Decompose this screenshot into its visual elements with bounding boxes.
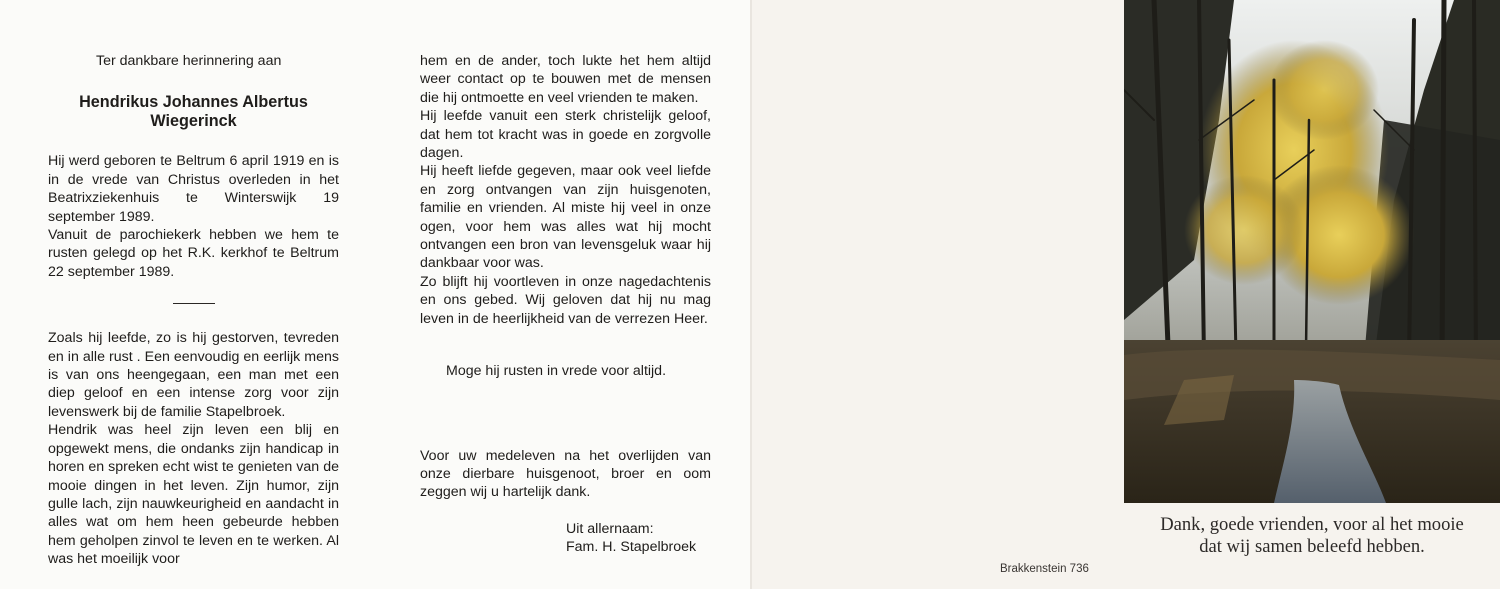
signature-line-1: Uit allernaam: — [566, 520, 654, 537]
burial-paragraph: Vanuit de parochiekerk hebben we hem te rusten gelegd op het R.K. kerkhof te Beltrum 22 september 1989. — [48, 227, 339, 280]
caption-line-1: Dank, goede vrienden, voor al het mooie — [1160, 514, 1464, 535]
photo-caption — [1124, 514, 1500, 558]
birth-death-paragraph: Hij werd geboren te Beltrum 6 april 1919 en is in de vrede van Christus overleden in het Beatrixziekenhuis te Winterswijk 19 september 1989. — [48, 153, 339, 225]
signature-line-2: Fam. H. Stapelbroek — [566, 539, 697, 556]
thanks-paragraph: Voor uw medeleven na het overlijden van onze dierbare huisgenoot, broer en oom zeggen wij u hartelijk dank. — [420, 447, 711, 501]
remembrance-paragraph: Zo blijft hij voortleven in onze nagedachtenis en ons gebed. Wij geloven dat hij nu mag leven in de heerlijkheid van de verrezen Heer. — [420, 273, 711, 327]
deceased-name — [48, 93, 339, 131]
prayer-line: Moge hij rusten in vrede voor altijd. — [446, 363, 667, 380]
intro-line: Ter dankbare herinnering aan — [96, 53, 282, 69]
life-paragraph-2-continued: hem en de ander, toch lukte het hem altijd weer contact op te bouwen met de mensen die hij ontmoette en veel vrienden te maken. — [420, 53, 711, 106]
deceased-name-line-1: Hendrikus Johannes Albertus — [79, 93, 308, 112]
forest-path-photo — [1124, 0, 1500, 503]
love-paragraph: Hij heeft liefde gegeven, maar ook veel liefde en zorg ontvangen van zijn huisgenoten, familie en vrienden. Al miste hij veel in onze ogen, voor hem was alles wat hij mocht ontvangen een bron van levensgeluk waar hij dankbaar voor was. — [420, 163, 711, 272]
faith-paragraph: Hij leefde vanuit een sterk christelijk geloof, dat hem tot kracht was in goede en zorgvolle dagen. — [420, 108, 711, 162]
publisher-mark: Brakkenstein 736 — [1000, 563, 1089, 575]
signature — [420, 520, 711, 557]
text-column-right — [420, 52, 711, 557]
divider-line — [173, 303, 215, 304]
text-column-left — [48, 52, 339, 569]
deceased-name-line-2: Wiegerinck — [150, 112, 237, 131]
caption-line-2: dat wij samen beleefd hebben. — [1199, 536, 1425, 557]
life-paragraph-1: Zoals hij leefde, zo is hij gestorven, tevreden en in alle rust . Een eenvoudig en eerlijk mens is van ons heengegaan, een man met een diep geloof en een intense zorg voor zijn levenswerk bij de familie Stapelbroek. — [48, 330, 339, 420]
life-paragraph-2: Hendrik was heel zijn leven een blij en opgewekt mens, die ondanks zijn handicap in horen en spreken echt wist te genieten van de mooie dingen in het leven. Zijn humor, zijn gulle lach, zijn nauwkeurigheid en aandacht in alles wat om hem heen gebeurde hebben hem geholpen zinvol te leven en te werken. Al was het moeilijk voor — [48, 422, 339, 568]
